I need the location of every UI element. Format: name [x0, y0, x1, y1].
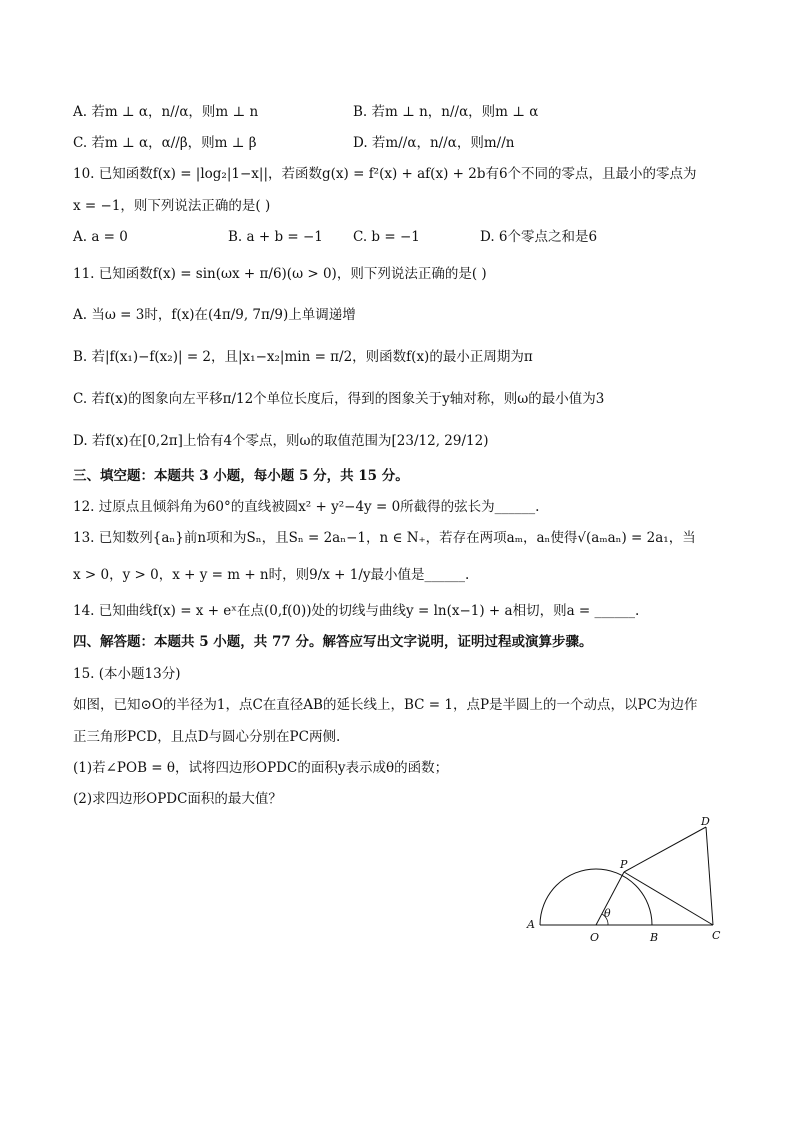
q11-stem: 11. 已知函数f(x) = sin(ωx + π/6)(ω > 0)，则下列说法正确的是( )	[73, 266, 487, 282]
label-B: B	[650, 931, 659, 944]
semicircle	[540, 869, 652, 925]
q12: 12. 过原点且倾斜角为60°的直线被圆x² + y²−4y = 0所截得的弦长为______.	[73, 499, 540, 515]
q10-stem-line2: x = −1，则下列说法正确的是( )	[73, 198, 271, 214]
q15-line2: 正三角形PCD，且点D与圆心分别在PC两侧.	[73, 729, 341, 745]
q10-option-d: D. 6个零点之和是6	[480, 229, 598, 245]
q15-header: 15. (本小题13分)	[73, 666, 181, 682]
q11-option-d: D. 若f(x)在[0,2π]上恰有4个零点，则ω的取值范围为[23/12, 29/12)	[73, 433, 489, 449]
q9-option-a: A. 若m ⊥ α，n//α，则m ⊥ n	[73, 104, 259, 120]
label-A: A	[527, 918, 535, 931]
segment-PD	[624, 827, 706, 872]
label-D: D	[701, 815, 710, 828]
segment-DC	[706, 827, 713, 925]
q15-line1: 如图，已知⊙O的半径为1，点C在直径AB的延长线上，BC = 1，点P是半圆上的一个动点，以PC为边作	[73, 697, 698, 713]
label-C: C	[712, 929, 721, 942]
segment-PC	[624, 872, 713, 925]
q10-option-b: B. a + b = −1	[228, 229, 323, 245]
q9-option-b: B. 若m ⊥ n，n//α，则m ⊥ α	[353, 104, 539, 120]
q11-option-c: C. 若f(x)的图象向左平移π/12个单位长度后，得到的图象关于y轴对称，则ω的最小值为3	[73, 391, 605, 407]
section-3-heading: 三、填空题：本题共 3 小题，每小题 5 分，共 15 分。	[73, 468, 409, 484]
section-4-heading: 四、解答题：本题共 5 小题，共 77 分。解答应写出文字说明，证明过程或演算步骤。	[73, 634, 593, 650]
q10-stem-line1: 10. 已知函数f(x) = |log₂|1−x||，若函数g(x) = f²(x) + af(x) + 2b有6个不同的零点，且最小的零点为	[73, 166, 697, 182]
q14: 14. 已知曲线f(x) = x + eˣ在点(0,f(0))处的切线与曲线y = ln(x−1) + a相切，则a = ______.	[73, 603, 640, 619]
q10-option-c: C. b = −1	[353, 229, 420, 245]
q13-line2: x > 0，y > 0，x + y = m + n时，则9/x + 1/y最小值是______.	[73, 567, 470, 583]
q11-option-a: A. 当ω = 3时，f(x)在(4π/9, 7π/9)上单调递增	[73, 307, 356, 323]
geometry-figure	[520, 808, 730, 948]
label-theta: θ	[604, 907, 611, 920]
q11-option-b: B. 若|f(x₁)−f(x₂)| = 2，且|x₁−x₂|min = π/2，则函数f(x)的最小正周期为π	[73, 349, 533, 365]
q10-option-a: A. a = 0	[73, 229, 128, 245]
q15-part1: (1)若∠POB = θ，试将四边形OPDC的面积y表示成θ的函数；	[73, 760, 449, 776]
q9-option-c: C. 若m ⊥ α，α//β，则m ⊥ β	[73, 135, 257, 151]
label-P: P	[620, 858, 628, 871]
q13-line1: 13. 已知数列{aₙ}前n项和为Sₙ，且Sₙ = 2aₙ−1，n ∈ N₊，若存在两项aₘ，aₙ使得√(aₘaₙ) = 2a₁，当	[73, 530, 696, 546]
q9-option-d: D. 若m//α，n//α，则m//n	[353, 135, 515, 151]
q15-part2: (2)求四边形OPDC面积的最大值？	[73, 791, 282, 807]
label-O: O	[590, 931, 600, 944]
